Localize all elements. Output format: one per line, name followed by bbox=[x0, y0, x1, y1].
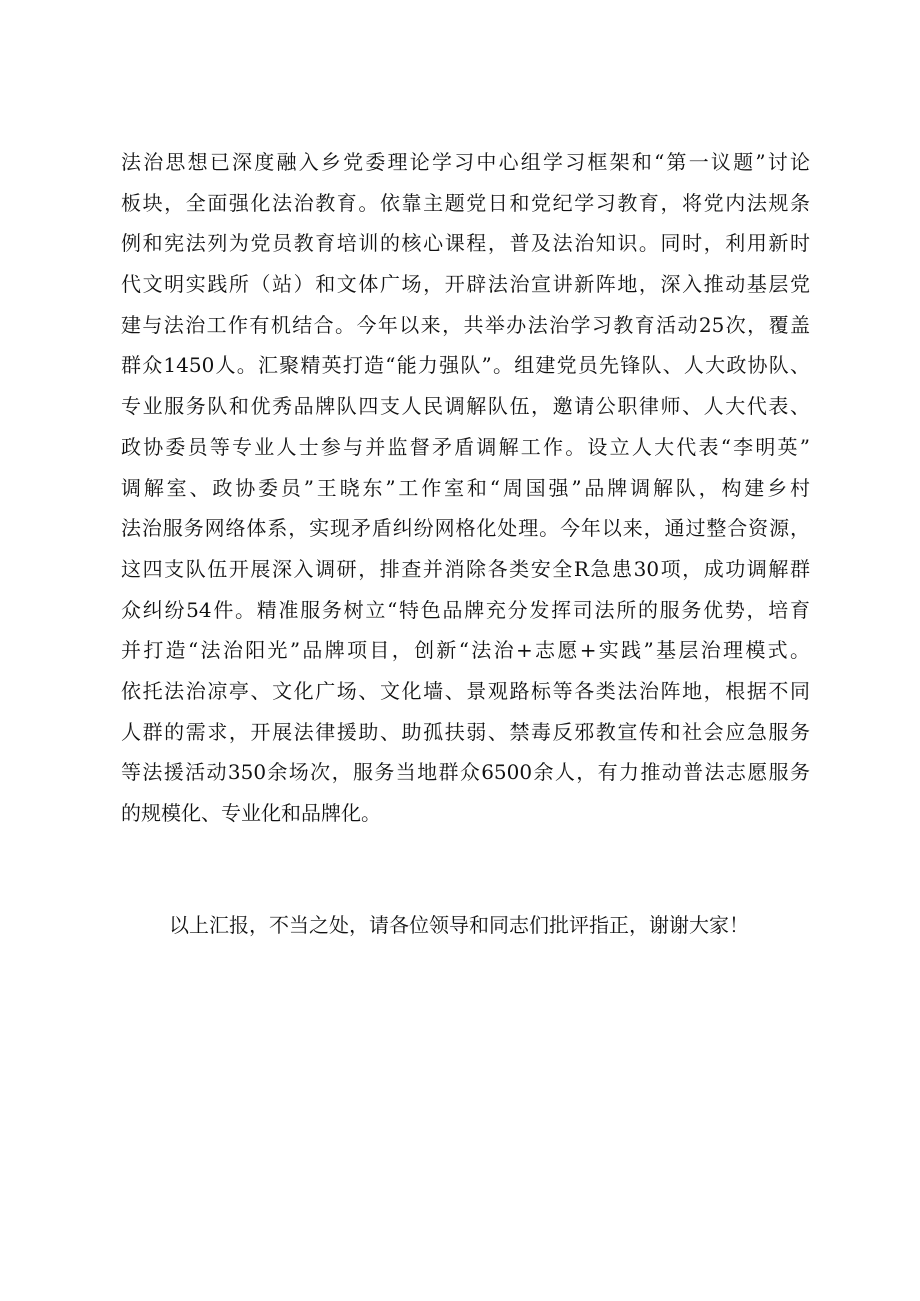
paragraph-line-7: 专业服务队和优秀品牌队四支人民调解队伍，邀请公职律师、人大代表、 bbox=[121, 394, 810, 419]
paragraph-line-12: 众纠纷54件。精准服务树立“特色品牌充分发挥司法所的服务优势，培育 bbox=[121, 597, 810, 622]
paragraph-line-6: 群众1450人。汇聚精英打造“能力强队”。组建党员先锋队、人大政协队、 bbox=[121, 353, 810, 378]
paragraph-line-1: 法治思想已深度融入乡党委理论学习中心组学习框架和“第一议题”讨论 bbox=[121, 150, 810, 174]
paragraph-line-9: 调解室、政协委员”王晓东”工作室和“周国强”品牌调解队，构建乡村 bbox=[121, 475, 810, 500]
paragraph-line-15: 人群的需求，开展法律援助、助孤扶弱、禁毒反邪教宣传和社会应急服务 bbox=[121, 719, 810, 744]
paragraph-line-10: 法治服务网络体系，实现矛盾纠纷网格化处理。今年以来，通过整合资源， bbox=[121, 516, 810, 541]
paragraph-line-8: 政协委员等专业人士参与并监督矛盾调解工作。设立人大代表“李明英” bbox=[121, 434, 810, 459]
paragraph-line-3: 例和宪法列为党员教育培训的核心课程，普及法治知识。同时，利用新时 bbox=[121, 231, 810, 256]
paragraph-line-11: 这四支队伍开展深入调研，排查并消除各类安全R急患30项，成功调解群 bbox=[121, 556, 810, 581]
paragraph-line-17: 的规模化、专业化和品牌化。 bbox=[121, 801, 381, 825]
paragraph-line-13: 并打造“法治阳光”品牌项目，创新“法治+志愿+实践”基层治理模式。 bbox=[121, 638, 810, 663]
paragraph-line-16: 等法援活动350余场次，服务当地群众6500余人，有力推动普法志愿服务 bbox=[121, 760, 810, 785]
paragraph-line-2: 板块，全面强化法治教育。依靠主题党日和党纪学习教育，将党内法规条 bbox=[121, 190, 810, 215]
paragraph-line-4: 代文明实践所（站）和文体广场，开辟法治宣讲新阵地，深入推动基层党 bbox=[121, 272, 810, 297]
closing-remark: 以上汇报，不当之处，请各位领导和同志们批评指正，谢谢大家！ bbox=[169, 913, 749, 937]
paragraph-line-5: 建与法治工作有机结合。今年以来，共举办法治学习教育活动25次，覆盖 bbox=[121, 312, 810, 337]
paragraph-line-14: 依托法治凉亭、文化广场、文化墙、景观路标等各类法治阵地，根据不同 bbox=[121, 678, 810, 703]
body-paragraph bbox=[121, 142, 810, 834]
